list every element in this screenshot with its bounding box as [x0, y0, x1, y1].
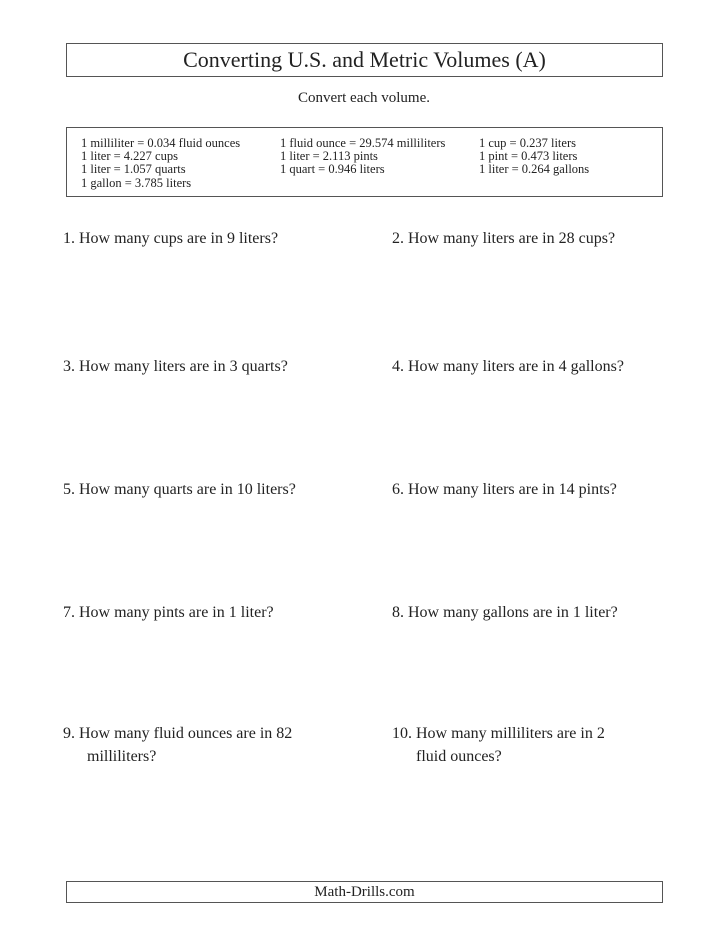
conversion-fact: 1 cup = 0.237 liters: [479, 136, 576, 150]
conversion-fact: 1 liter = 2.113 pints: [280, 149, 378, 163]
conversion-fact: 1 milliliter = 0.034 fluid ounces: [81, 136, 241, 150]
conversion-fact: 1 liter = 4.227 cups: [81, 149, 178, 163]
question: [63, 601, 274, 624]
question-text: How many liters are in 3 quarts?: [79, 358, 288, 375]
instructions: Convert each volume.: [297, 90, 431, 106]
worksheet-title: Converting U.S. and Metric Volumes (A): [66, 43, 663, 77]
question: [392, 355, 624, 378]
question-number: 9.: [63, 725, 75, 742]
question: [392, 601, 618, 624]
conversion-fact: 1 fluid ounce = 29.574 milliliters: [280, 136, 446, 150]
question: [63, 478, 296, 501]
conversion-fact: 1 pint = 0.473 liters: [479, 149, 578, 163]
question: [392, 478, 617, 501]
question-text: How many liters are in 4 gallons?: [408, 358, 624, 375]
question-text: How many pints are in 1 liter?: [79, 604, 274, 621]
question-number: 4.: [392, 358, 404, 375]
conversion-fact: 1 gallon = 3.785 liters: [81, 176, 192, 190]
question-number: 8.: [392, 604, 404, 621]
question: [63, 722, 292, 768]
question-text: How many quarts are in 10 liters?: [79, 481, 296, 498]
question-number: 10.: [392, 725, 412, 742]
question-number: 5.: [63, 481, 75, 498]
footer-site-name: Math-Drills.com: [66, 881, 663, 903]
question-number: 2.: [392, 230, 404, 247]
conversion-fact: 1 quart = 0.946 liters: [280, 162, 385, 176]
question-number: 7.: [63, 604, 75, 621]
question-number: 6.: [392, 481, 404, 498]
question-text-continued: milliliters?: [87, 748, 157, 765]
conversion-table: [66, 127, 663, 197]
question: [392, 722, 605, 768]
question-text-continued: fluid ounces?: [416, 748, 502, 765]
question: [392, 227, 615, 250]
question-text: How many cups are in 9 liters?: [79, 230, 279, 247]
conversion-fact: 1 liter = 1.057 quarts: [81, 162, 186, 176]
question-number: 1.: [63, 230, 75, 247]
question: [63, 355, 288, 378]
conversion-fact: 1 liter = 0.264 gallons: [479, 162, 590, 176]
question-text: How many fluid ounces are in 82: [79, 725, 293, 742]
question-text: How many gallons are in 1 liter?: [408, 604, 618, 621]
question-text: How many milliliters are in 2: [416, 725, 605, 742]
question-number: 3.: [63, 358, 75, 375]
question: [63, 227, 278, 250]
question-text: How many liters are in 14 pints?: [408, 481, 617, 498]
question-text: How many liters are in 28 cups?: [408, 230, 616, 247]
